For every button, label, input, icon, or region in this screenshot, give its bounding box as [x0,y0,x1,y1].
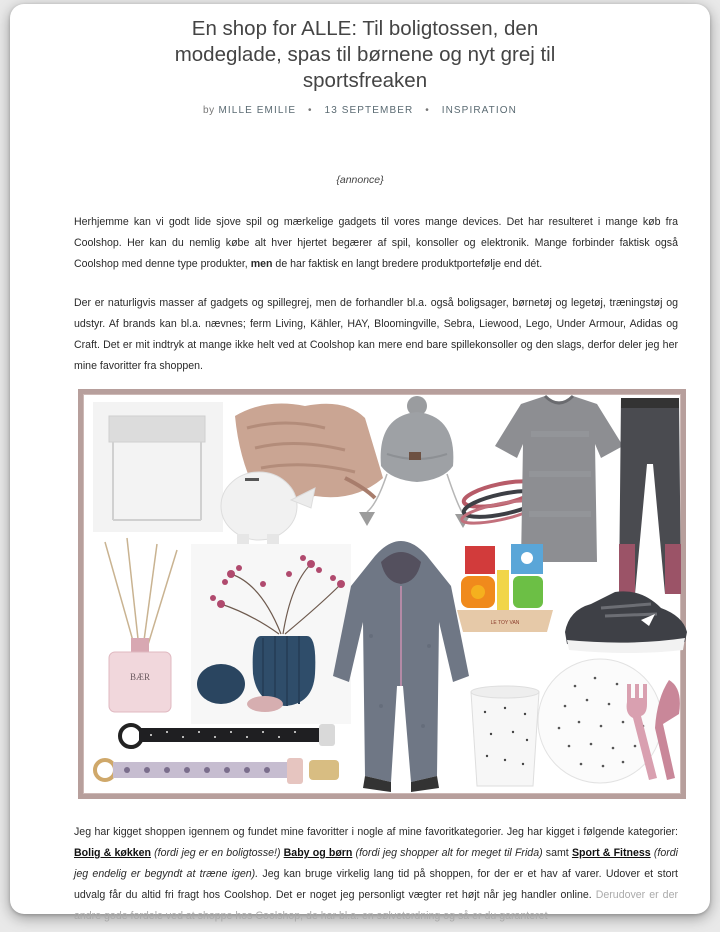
dotted-cup-image [465,682,545,790]
p1-bold: men [250,258,273,270]
p3-note-1: (fordi jeg er en boligtosse!) [150,847,284,859]
meta-category-link[interactable]: INSPIRATION [441,105,517,116]
kids-cutlery-image [617,674,687,784]
money-bank-image [211,460,321,552]
article-title: En shop for ALLE: Til boligtossen, den modeglade, spas til børnene og nyt grej til sportsfreaken [174,17,556,92]
reed-diffuser-image [95,538,185,716]
p3-note-3: (fordi jeg endelig er begyndt at træne igen). [74,847,678,880]
leggings-image [617,394,683,602]
category-link-sport[interactable]: Sport & Fitness [571,847,651,859]
p3-text-a: Jeg har kigget shoppen igennem og fundet mine favoritter i nogle af mine favoritkategorier. Jeg har kigget i følgende kategorier: [74,826,678,838]
meta-separator: • [308,105,313,116]
p3-text-cut: Derudover er der andre gode fordele ved at shoppe hos Coolshop, de har bl.a. en sølvetordning og så er du garanteret [74,889,678,922]
p1-text-b: de har faktisk en langt bredere produktportefølje end dét. [272,258,543,270]
article-page [10,4,710,922]
plant-box-image [93,402,223,532]
sneaker-image [561,584,689,656]
toy-brand-label: LE TOY VAN [490,620,520,626]
pacifier-clip-image [87,722,363,798]
paragraph-intro [74,212,678,275]
meta-by: by [203,105,215,116]
p1-text-a: Herhjemme kan vi godt lide sjove spil og mærkelige gadgets til vores mange devices. Det har resulteret i mange køb fra Coolshop. Her kan du nemlig købe alt hver hjertet begærer af spil, konsoller og elektronik. Mange forbinder faktisk også Coolshop med denne type produkter, [74,216,678,270]
p3-text-b: Jeg kan bruge virkelig lang tid på shoppen, for der er et hav af varer. Udover et stort udvalg får du altid fri fragt hos Coolshop. Det er noget jeg personligt vægter ret højt når jeg handler online. [74,868,678,901]
paragraph-categories [74,822,678,927]
category-link-baby[interactable]: Baby og børn [283,847,353,859]
reed-diffuser-label: BÆR [129,672,151,682]
category-link-bolig[interactable]: Bolig & køkken [74,847,151,859]
p3-note-2: (fordi jeg shopper alt for meget til Frida) [352,847,543,859]
product-collage[interactable] [78,389,686,799]
meta-separator: • [425,105,430,116]
p3-samt: samt [542,847,572,859]
meta-date: 13 SEPTEMBER [324,105,414,116]
vases-flowers-image [191,544,351,724]
post-meta [10,105,710,116]
ad-label: {annonce} [336,174,384,186]
paragraph-brands: Der er naturligvis masser af gadgets og spillegrej, men de forhandler bl.a. også boligsager, børnetøj og legetøj, træningstøj og udstyr. Af brands kan bl.a. nævnes; ferm Living, Kähler, HAY, Bloomingville, Sebra, Liewood, Lego, Under Armour, Adidas og Craft. Det er mit indtryk at mange ikke helt ved at Coolshop kan mere end bare spillekonsoller og den slags, derfor deler jeg her mine favoritter fra shoppen. [74,297,678,372]
meta-author-link[interactable]: MILLE EMILIE [218,105,297,116]
wooden-toy-image [455,540,555,636]
